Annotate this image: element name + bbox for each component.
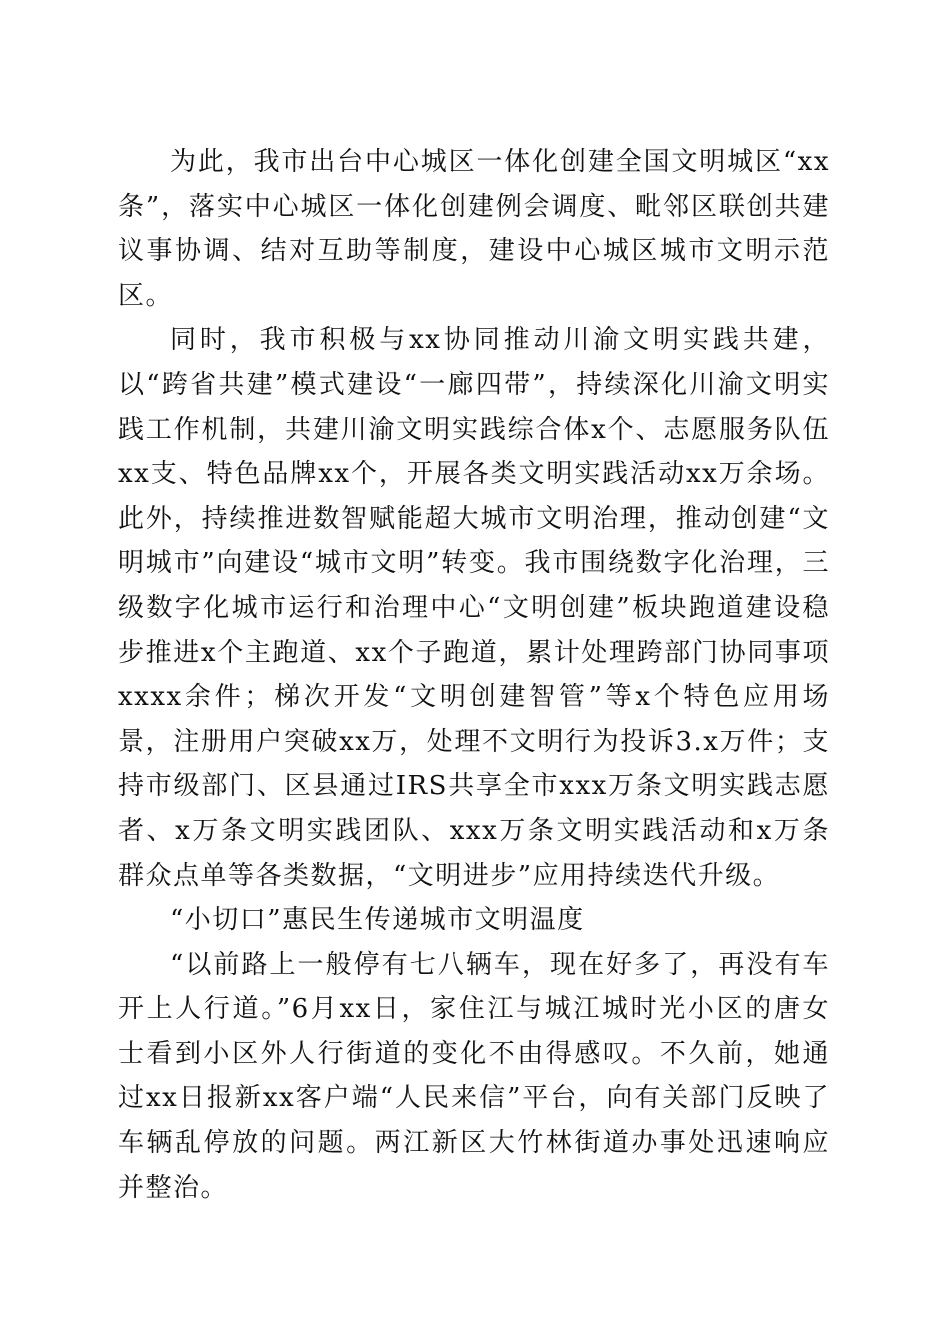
paragraph-2: 同时，我市积极与xx协同推动川渝文明实践共建，以“跨省共建”模式建设“一廊四带”，持续深化川渝文明实践工作机制，共建川渝文明实践综合体x个、志愿服务队伍xx支、特色品牌xx个，开展各类文明实践活动xx万余场。此外，持续推进数智赋能超大城市文明治理，推动创建“文明城市”向建设“城市文明”转变。我市围绕数字化治理，三级数字化城市运行和治理中心“文明创建”板块跑道建设稳步推进x个主跑道、xx个子跑道，累计处理跨部门协同事项xxxx余件；梯次开发“文明创建智管”等x个特色应用场景，注册用户突破xx万，处理不文明行为投诉3.x万件；支持市级部门、区县通过IRS共享全市xxx万条文明实践志愿者、x万条文明实践团队、xxx万条文明实践活动和x万条群众点单等各类数据，“文明进步”应用持续迭代升级。 [118, 325, 830, 891]
paragraph-1: 为此，我市出台中心城区一体化创建全国文明城区“xx条”，落实中心城区一体化创建例会调度、毗邻区联创共建议事协调、结对互助等制度，建设中心城区城市文明示范区。 [118, 147, 830, 311]
paragraph-3: “以前路上一般停有七八辆车，现在好多了，再没有车开上人行道。”6月xx日，家住江与城江城时光小区的唐女士看到小区外人行街道的变化不由得感叹。不久前，她通过xx日报新xx客户端“人民来信”平台，向有关部门反映了车辆乱停放的问题。两江新区大竹林街道办事处迅速响应并整治。 [118, 949, 830, 1203]
section-heading: “小切口”惠民生传递城市文明温度 [170, 905, 585, 936]
document-body [118, 140, 830, 1210]
